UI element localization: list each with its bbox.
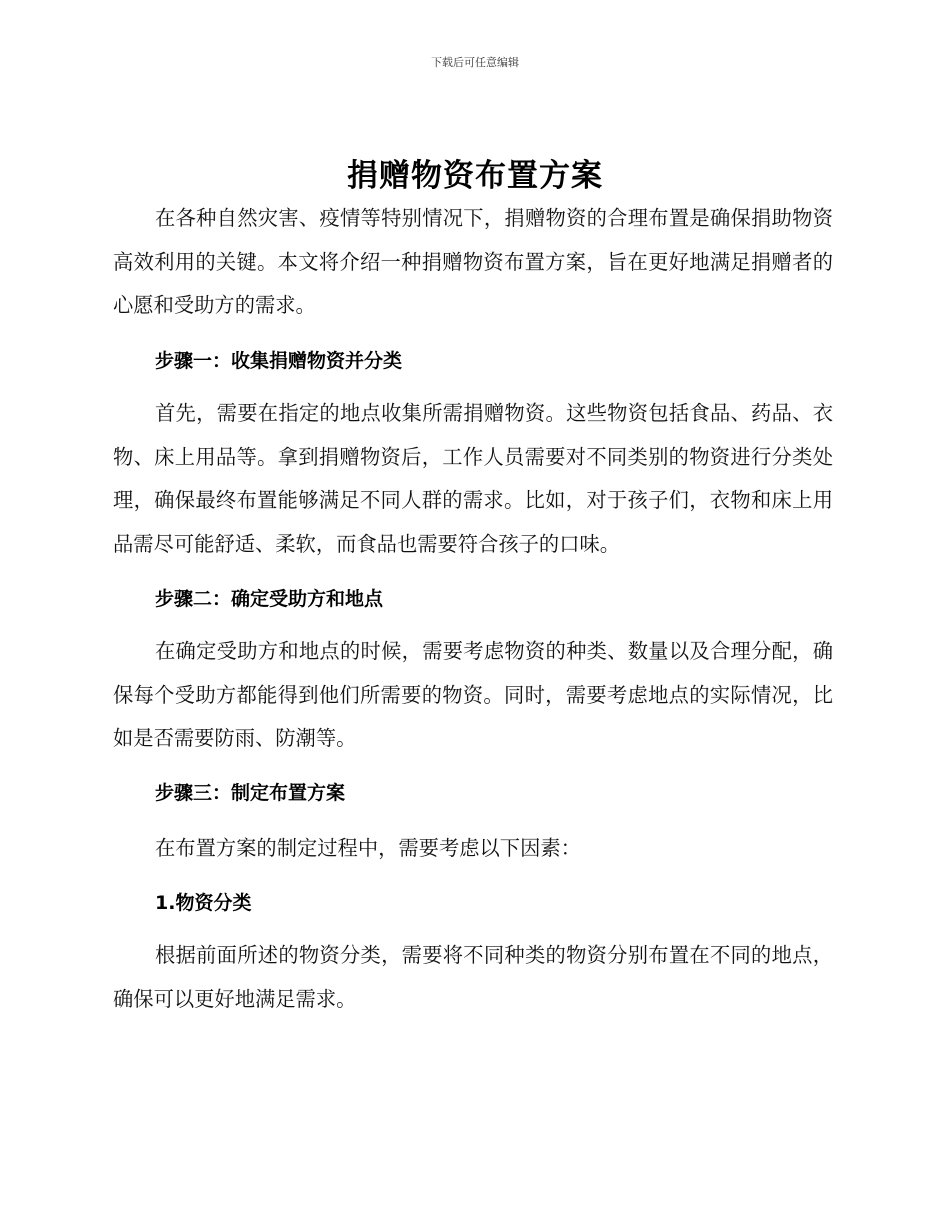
step3-paragraph: 在布置方案的制定过程中，需要考虑以下因素： bbox=[155, 836, 581, 860]
page-header-note: 下载后可任意编辑 bbox=[431, 56, 519, 69]
sub1-heading: 1.物资分类 bbox=[155, 892, 252, 914]
document-title: 捐赠物资布置方案 bbox=[347, 158, 603, 194]
step2-paragraph: 在确定受助方和地点的时候，需要考虑物资的种类、数量以及合理分配，确保每个受助方都能得到他们所需要的物资。同时，需要考虑地点的实际情况，比如是否需要防雨、防潮等。 bbox=[113, 639, 833, 750]
intro-paragraph: 在各种自然灾害、疫情等特别情况下，捐赠物资的合理布置是确保捐助物资高效利用的关键。本文将介绍一种捐赠物资布置方案，旨在更好地满足捐赠者的心愿和受助方的需求。 bbox=[113, 206, 833, 317]
step3-heading: 步骤三：制定布置方案 bbox=[155, 782, 346, 804]
step1-heading: 步骤一：收集捐赠物资并分类 bbox=[155, 350, 403, 372]
sub1-paragraph: 根据前面所述的物资分类，需要将不同种类的物资分别布置在不同的地点，确保可以更好地满足需求。 bbox=[113, 943, 833, 1011]
step1-paragraph: 首先，需要在指定的地点收集所需捐赠物资。这些物资包括食品、药品、衣物、床上用品等。拿到捐赠物资后，工作人员需要对不同类别的物资进行分类处理，确保最终布置能够满足不同人群的需求。比如，对于孩子们，衣物和床上用品需尽可能舒适、柔软，而食品也需要符合孩子的口味。 bbox=[113, 401, 833, 556]
step2-heading: 步骤二：确定受助方和地点 bbox=[155, 588, 384, 610]
